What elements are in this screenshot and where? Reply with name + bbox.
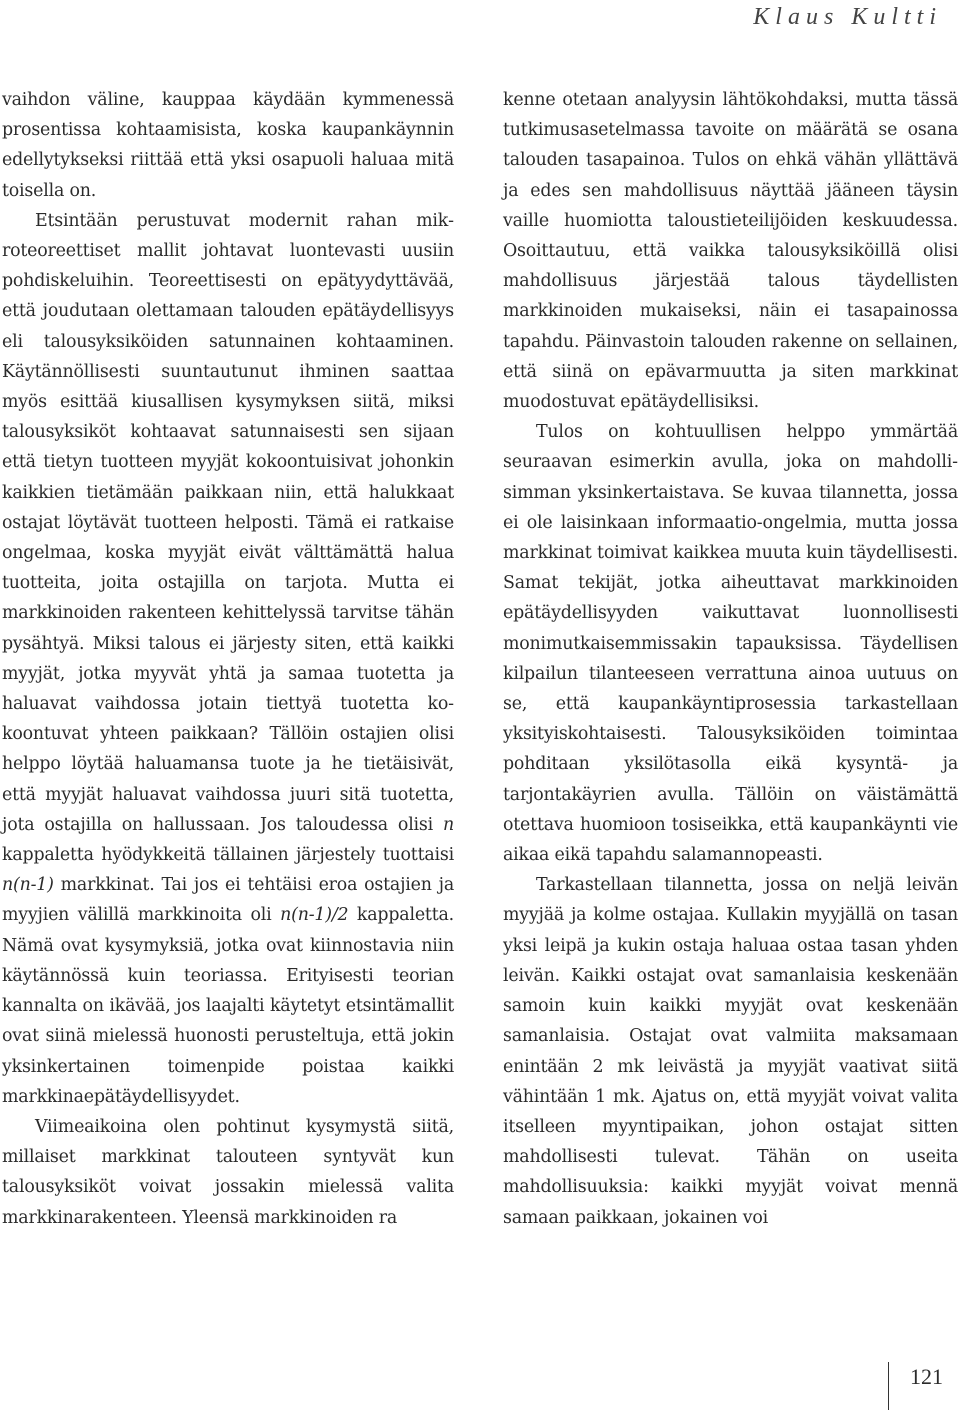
paragraph: vaihdon väline, kauppaa käydään kymmenessä prosentissa kohtaamisista, koska kaupankäynnin edellytykseksi riittää että yksi osapuoli haluaa mitä toisella on. bbox=[2, 90, 454, 201]
paragraph: Tulos on kohtuullisen helppo ymmärtää seuraavan esimerkin avulla, joka on mahdollisimman yksinkertaistava. Se kuvaa tilannetta, jossa ei ole laisinkaan informaatio-ongelmia, mutta jossa markkinat toimivat kaikkea muuta kuin täydellisesti. Samat tekijät, jotka aiheuttavat markkinoiden epätäydellisyyden vaikuttavat luonnollisesti monimutkaisemmissakin tapauksissa. Täydellisen kilpailun tilanteeseen verrattuna ainoa uutuus on se, että kaupankäyntiprosessia tarkastellaan yksityiskohtaisesti. Talousyksiköiden toimintaa pohditaan yksilötasolla eikä kysyntä- ja tarjontakäyrien avulla. Tällöin on väistämättä otettava huomioon tosiseikka, että kaupankäynti vie aikaa eikä tapahdu salamannopeasti. bbox=[503, 422, 958, 866]
left-column bbox=[2, 85, 454, 1233]
paragraph-text: markkinat. Tai jos ei tehtäisi eroa ostajien ja myyjien välillä markkinoita oli bbox=[2, 875, 455, 926]
math-variable: n bbox=[443, 814, 455, 835]
paragraph bbox=[2, 206, 454, 1112]
page-number: 121 bbox=[910, 1364, 943, 1389]
paragraph: Tarkastellaan tilannetta, jossa on neljä leivän myyjää ja kolme ostajaa. Kullakin myyjällä on tasan yksi leipä ja kukin ostaja haluaa ostaa tasan yhden leivän. Kaikki ostajat ovat samanlaisia keskenään samoin kuin kaikki myyjät ovat keskenään samanlaisia. Ostajat ovat valmiita maksamaan enintään 2 mk leivästä ja myyjät vaativat siitä vähintään 1 mk. Ajatus on, että myyjät voivat valita itselleen myyntipaikan, johon ostajat sitten mahdollisesti tulevat. Tähän on useita mahdollisuuksia: kaikki myyjät voivat mennä samaan paikkaan, jokainen voi bbox=[503, 875, 958, 1228]
running-head: Klaus Kultti bbox=[753, 4, 942, 30]
math-expression: n(n-1) bbox=[2, 875, 54, 896]
paragraph-text: Etsintään perustuvat modernit rahan mikroteoreettiset mallit johtavat luontevasti uusiin pohdiskeluihin. Teoreettisesti on epätyydyttävää, että joudutaan olettamaan talouden epätäydellisyys eli talousyksiköiden satunnainen kohtaaminen. Käytännöllisesti suuntautunut ihminen saattaa myös esittää kiusallisen kysymyksen siitä, miksi talousyksiköt kohtaavat satunnaisesti sen sijaan että tietyn tuotteen myyjät kokoontuisivat johonkin kaikkien tietämään paikkaan niin, että halukkaat ostajat löytävät tuotteen helposti. Tämä ei ratkaise ongelmaa, koska myyjät eivät välttämättä halua tuotteita, joita ostajilla on tarjota. Mutta ei markkinoiden rakenteen kehittelyssä tarvitse tähän pysähtyä. Miksi talous ei järjesty siten, että kaikki myyjät, jotka myyvät yhtä ja samaa tuotetta ja haluavat vaihdossa jotain tiettyä tuotetta kokoontuvat yhteen paikkaan? Tällöin ostajien olisi helppo löytää haluamansa tuote ja he tietäisivät, että myyjät haluavat vaihdossa juuri sitä tuotetta, jota ostajilla on hallussaan. Jos taloudessa olisi bbox=[2, 210, 454, 835]
paragraph-text: kappaletta hyödykkeitä tällainen järjestely tuottaisi bbox=[2, 845, 454, 866]
math-expression: n(n-1)/2 bbox=[280, 905, 349, 926]
folio-divider bbox=[888, 1362, 889, 1410]
paragraph-text: kappaletta. Nämä ovat kysymyksiä, jotka ovat kiinnostavia niin käytännössä kuin teoriassa. Erityisesti teorian kannalta on ikävää, jos laajalti käytetyt etsintämallit ovat siinä mielessä huonosti perusteltuja, että jokin yksinkertainen toimenpide poistaa kaikki markkinaepätäydellisyydet. bbox=[2, 905, 454, 1107]
paragraph: kenne otetaan analyysin lähtökohdaksi, mutta tässä tutkimusasetelmassa tavoite on määrätä se osana talouden tasapainoa. Tulos on ehkä vähän yllättävä ja edes sen mahdollisuus näyttää jääneen täysin vaille huomiotta taloustieteilijöiden keskuudessa. Osoittautuu, että vaikka talousyksiköillä olisi mahdollisuus järjestää talous täydellisten markkinoiden mukaiseksi, näin ei tasapainossa tapahdu. Päinvastoin talouden rakenne on sellainen, että siinä on epävarmuutta ja siten markkinat muodostuvat epätäydellisiksi. bbox=[503, 90, 958, 413]
paragraph: Viimeaikoina olen pohtinut kysymystä siitä, millaiset markkinat talouteen syntyvät kun talousyksiköt voivat jossakin mielessä valita markkinarakenteen. Yleensä markkinoiden ra bbox=[2, 1116, 454, 1228]
right-column bbox=[503, 85, 958, 1233]
